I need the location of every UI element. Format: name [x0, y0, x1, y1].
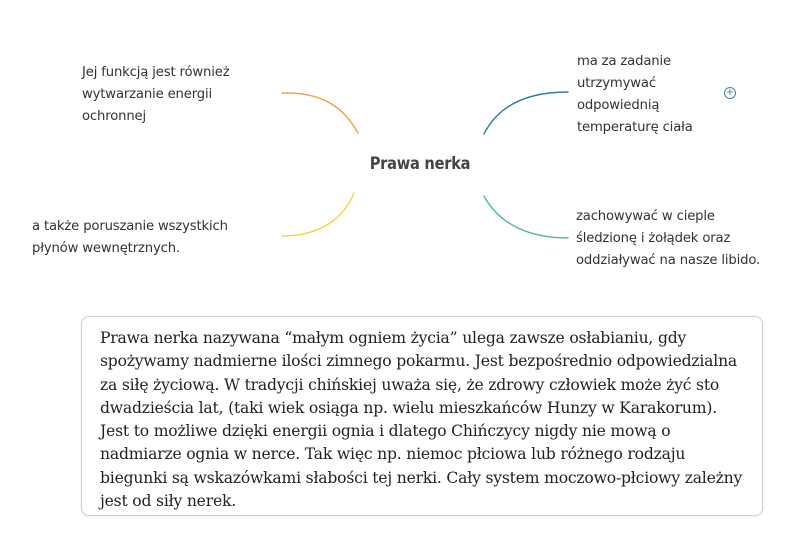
branch-text-line: a także poruszanie wszystkich — [32, 219, 228, 234]
branch-node-top-left[interactable] — [82, 62, 230, 128]
branch-text-line: temperaturę ciała — [577, 120, 693, 135]
branch-text-line: utrzymywać — [577, 76, 656, 91]
expand-plus-icon[interactable]: + — [725, 87, 735, 98]
branch-connector-bottom-left — [282, 193, 354, 236]
branch-text-line: Jej funkcją jest również — [82, 65, 230, 80]
central-topic[interactable]: Prawa nerka — [369, 154, 471, 174]
note-text: Prawa nerka nazywana “małym ogniem życia” ulega zawsze osłabianiu, gdy spożywamy nadmierne ilości zimnego pokarmu. Jest bezpośrednio odpowiedzialna za siłę życiową. W tradycji chińskiej uważa się, że zdrowy człowiek może żyć sto dwadzieścia lat, (taki wiek osiąga np. wielu mieszkańców Hunzy w Karakorum). Jest to możliwe dzięki energii ognia i dlatego Chińczycy nigdy nie mową o nadmiarze ognia w nerce. Tak więc np. niemoc płciowa lub różnego rodzaju biegunki są wskazówkami słabości tej nerki. Cały system moczowo-płciowy zależny jest od siły nerek. — [100, 329, 743, 511]
branch-node-bottom-left[interactable] — [32, 216, 228, 260]
branch-text-line: odpowiednią — [577, 98, 660, 113]
note-card[interactable] — [81, 316, 763, 516]
branch-node-top-right[interactable] — [577, 51, 693, 139]
branch-text-line: oddziaływać na nasze libido. — [576, 253, 761, 268]
branch-text-line: śledzionę i żołądek oraz — [576, 231, 731, 246]
branch-node-bottom-right[interactable] — [576, 206, 760, 272]
branch-connector-top-right — [484, 92, 568, 134]
branch-text-line: zachowywać w cieple — [576, 209, 715, 224]
branch-text-line: płynów wewnętrznych. — [32, 241, 180, 256]
branch-text-line: ochronnej — [82, 109, 147, 124]
branch-connector-top-left — [282, 93, 358, 133]
branch-connector-bottom-right — [484, 196, 568, 238]
branch-text-line: wytwarzanie energii — [82, 87, 213, 102]
branch-text-line: ma za zadanie — [577, 54, 671, 69]
